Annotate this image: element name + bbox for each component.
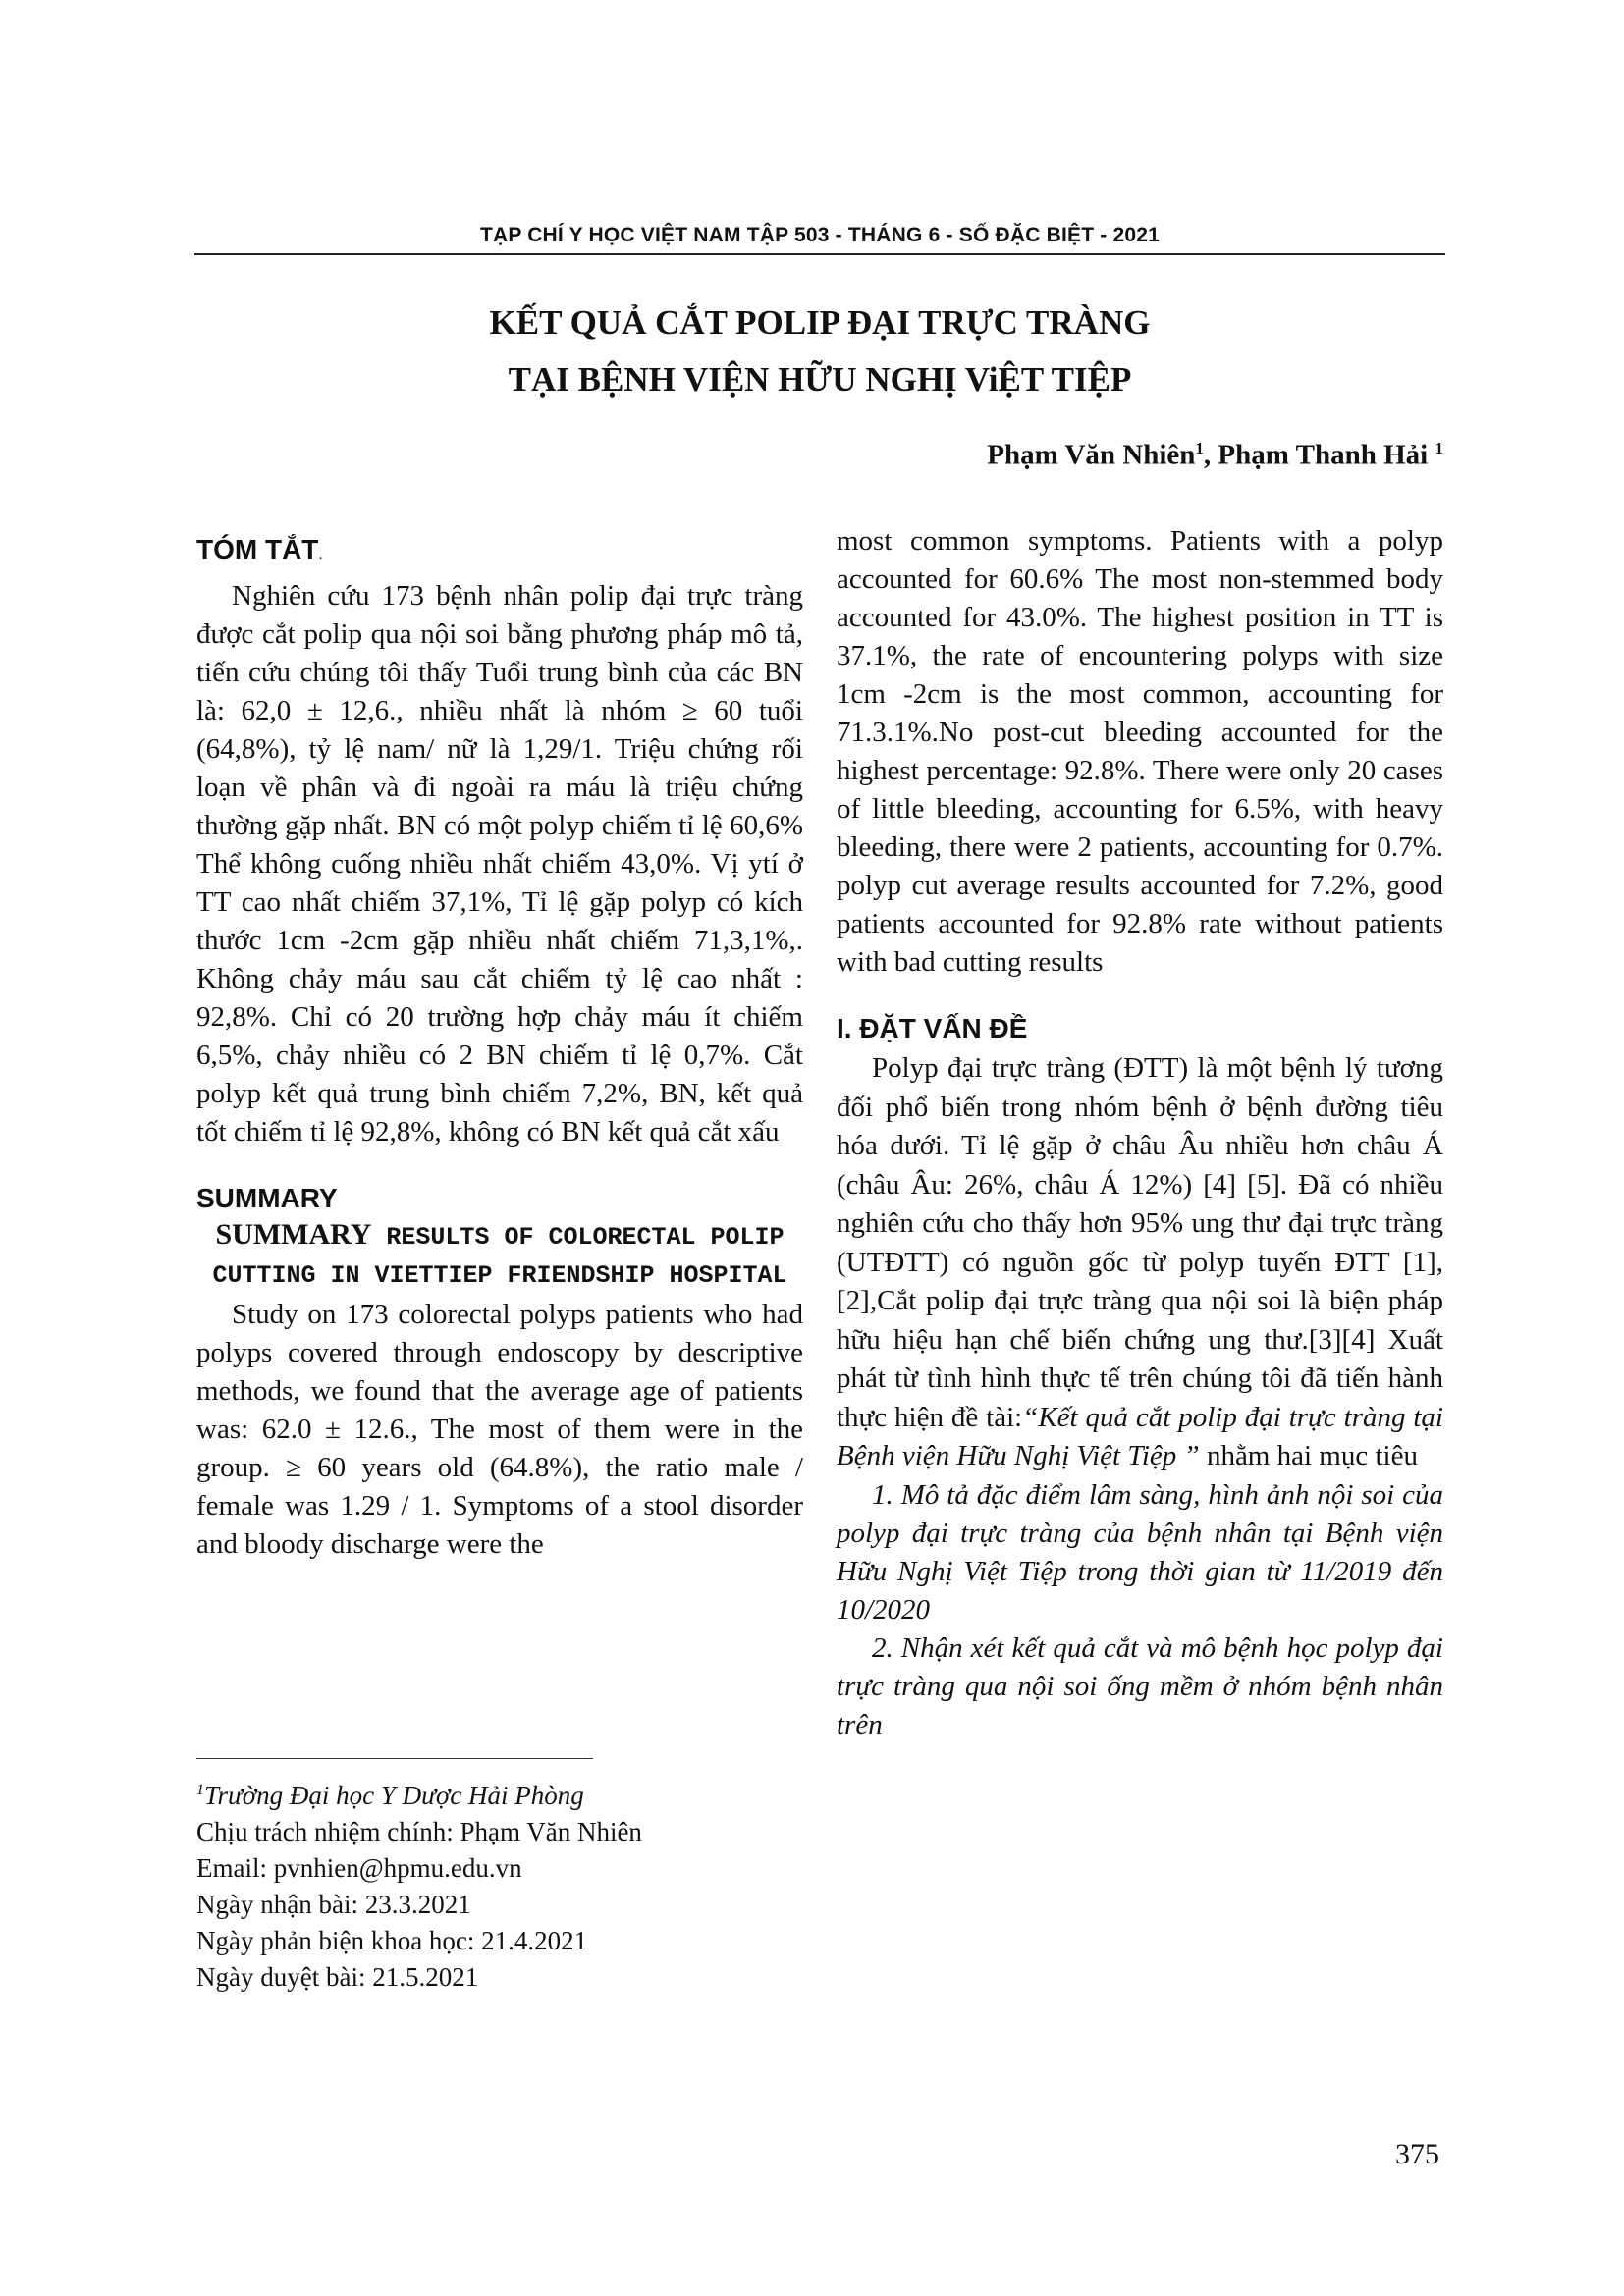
right-column [837,522,1443,1744]
objective-2: 2. Nhận xét kết quả cắt và mô bệnh học polyp đại trực tràng qua nội soi ống mềm ở nhóm bệnh nhân trên [837,1631,1443,1740]
journal-header: TẠP CHÍ Y HỌC VIỆT NAM TẬP 503 - THÁNG 6 - SỐ ĐẶC BIỆT - 2021 [479,224,1161,246]
tom-tat-heading: TÓM TẮT. [196,534,323,564]
footnote-affiliation: $^1$Trường Đại học Y Dược Hải Phòng [196,1781,584,1810]
footnote-received: Ngày nhận bài: 23.3.2021 [196,1890,471,1919]
footnote-reviewed: Ngày phản biện khoa học: 21.4.2021 [196,1926,588,1955]
tom-tat-body: Nghiên cứu 173 bệnh nhân polip đại trực tràng được cắt polip qua nội soi bằng phương pháp mô tả, tiến cứu chúng tôi thấy Tuổi trung bình của các BN là: 62,0 ± 12,6., nhiều nhất là nhóm ≥ 60 tuổi (64,8%), tỷ lệ nam/ nữ là 1,29/1. Triệu chứng rối loạn về phân và đi ngoài ra máu là triệu chứng thường gặp nhất. BN có một polyp chiếm tỉ lệ 60,6% Thể không cuống nhiều nhất chiếm 43,0%. Vị ytí ở TT cao nhất chiếm 37,1%, Tỉ lệ gặp polyp có kích thước 1cm -2cm gặp nhiều nhất chiếm 71,3,1%,. Không chảy máu sau cắt chiếm tỷ lệ cao nhất : 92,8%. Chỉ có 20 trường hợp chảy máu ít chiếm 6,5%, chảy nhiều có 2 BN chiếm tỉ lệ 0,7%. Cắt polyp kết quả trung bình chiếm 7,2%, BN, kết quả tốt chiếm tỉ lệ 92,8%, không có BN kết quả cắt xấu [196,580,803,1148]
author-2: Phạm Thanh Hải [1218,439,1435,471]
summary-body-left: Study on 173 colorectal polyps patients who had polyps covered through endoscopy by descriptive methods, we found that the average age of patients was: 62.0 ± 12.6., The most of them were in the group. ≥ 60 years old (64.8%), the ratio male / female was 1.29 / 1. Symptoms of a stool disorder and bloody discharge were the [196,1299,803,1560]
article-title [196,294,1443,408]
author-2-affiliation: 1 [1435,439,1443,457]
section-1-heading: I. ĐẶT VẤN ĐỀ [837,1013,1028,1043]
footnote-accepted: Ngày duyệt bài: 21.5.2021 [196,1962,479,1992]
summary-body-right: most common symptoms. Patients with a polyp accounted for 60.6% The most non-stemmed body accounted for 43.0%. The highest position in TT is 37.1%, the rate of encountering polyps with size 1cm -2cm is the most common, accounting for 71.3.1%.No post-cut bleeding accounted for the highest percentage: 92.8%. There were only 20 cases of little bleeding, accounting for 6.5%, with heavy bleeding, there were 2 patients, accounting for 0.7%. polyp cut average results accounted for 7.2%, good patients accounted for 92.8% rate without patients with bad cutting results [837,525,1443,978]
author-list [987,439,1443,472]
objective-1: 1. Mô tả đặc điểm lâm sàng, hình ảnh nội soi của polyp đại trực tràng của bệnh nhân tại Bệnh viện Hữu Nghị Việt Tiệp trong thời gian từ 11/2019 đến 10/2020 [837,1478,1443,1626]
section-1-paragraph: Polyp đại trực tràng (ĐTT) là một bệnh lý tương đối phổ biến trong nhóm bệnh ở bệnh đường tiêu hóa dưới. Tỉ lệ gặp ở châu Âu nhiều hơn châu Á (châu Âu: 26%, châu Á 12%) [4] [5]. Đã có nhiều nghiên cứu cho thấy hơn 95% ung thư đại trực tràng (UTĐTT) có nguồn gốc từ polyp tuyến ĐTT [1], [2],Cắt polip đại trực tràng qua nội soi là biện pháp hữu hiệu hạn chế biến chứng ung thư.[3][4] Xuất phát từ tình hình thực tế trên chúng tôi đã tiến hành thực hiện đề tài:“Kết quả cắt polip đại trực tràng tại Bệnh viện Hữu Nghị Việt Tiệp ” nhằm hai mục tiêu [837,1052,1443,1471]
author-1-affiliation: 1 [1195,439,1204,457]
footnotes [196,1772,785,1996]
footnote-responsible: Chịu trách nhiệm chính: Phạm Văn Nhiên [196,1817,642,1846]
left-column [196,522,803,1564]
summary-title: SUMMARY RESULTS OF COLORECTAL POLIP CUTTING IN VIETTIEP FRIENDSHIP HOSPITAL [212,1218,787,1290]
header-rule [194,253,1445,255]
title-line-1: KẾT QUẢ CẮT POLIP ĐẠI TRỰC TRÀNG [489,303,1151,342]
author-separator: , [1203,439,1218,471]
page-number: 375 [1395,2138,1439,2170]
footnote-email: Email: pvnhien@hpmu.edu.vn [196,1853,522,1883]
title-line-2: TẠI BỆNH VIỆN HỮU NGHỊ ViỆT TIỆP [508,360,1132,399]
footnote-rule [196,1758,593,1759]
author-1: Phạm Văn Nhiên [987,439,1196,471]
summary-heading: SUMMARY [196,1183,338,1213]
